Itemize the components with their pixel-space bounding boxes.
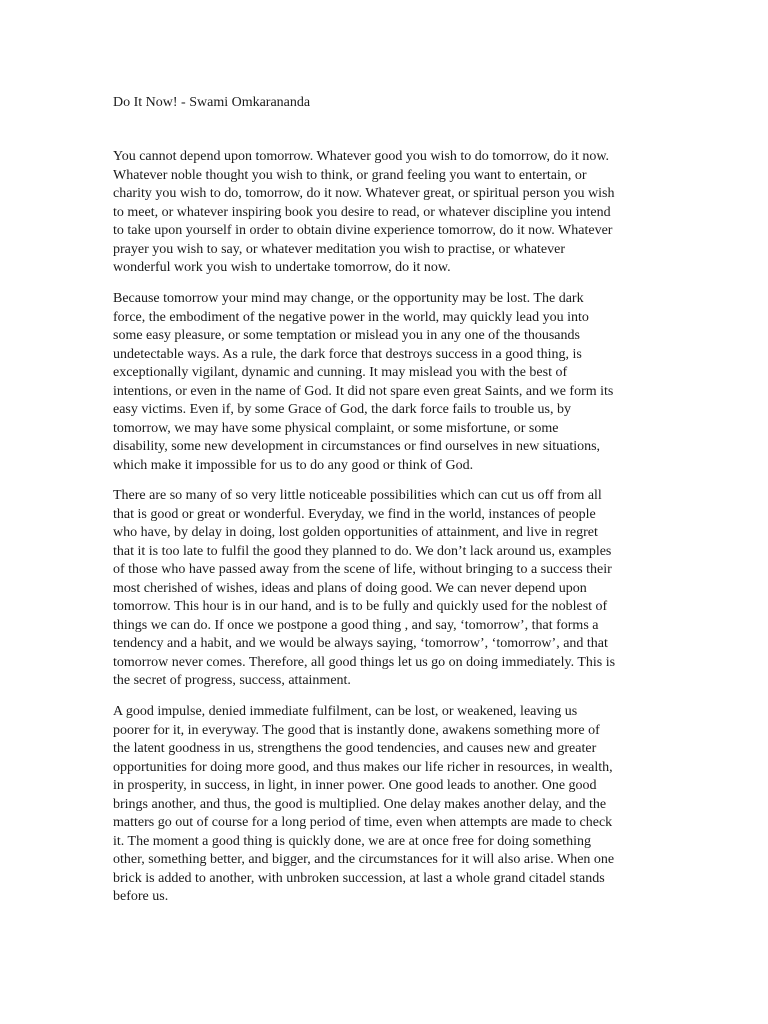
paragraph-line: There are so many of so very little noticeable possibilities which can cut us off from all (113, 488, 602, 503)
paragraph-line: some easy pleasure, or some temptation or mislead you in any one of the thousands (113, 328, 580, 343)
paragraph-line: the secret of progress, success, attainment. (113, 673, 351, 688)
document-title: Do It Now! - Swami Omkarananda (113, 95, 311, 110)
paragraph-line: other, something better, and bigger, and the circumstances for it will also arise. When one (113, 852, 615, 867)
paragraph-1 (113, 148, 658, 278)
paragraph-line: which make it impossible for us to do any good or think of God. (113, 457, 474, 473)
paragraph-line: intentions, or even in the name of God. It did not spare even great Saints, and we form its (113, 383, 614, 399)
paragraph-line: easy victims. Even if, by some Grace of God, the dark force fails to trouble us, by (113, 402, 571, 417)
paragraph-line: most cherished of wishes, ideas and plans of doing good. We can never depend upon (113, 580, 587, 596)
paragraph-line: that is good or great or wonderful. Everyday, we find in the world, instances of people (113, 506, 596, 522)
paragraph-line: to take upon yourself in order to obtain divine experience tomorrow, do it now. Whatever (113, 223, 613, 238)
paragraph-line: to meet, or whatever inspiring book you desire to read, or whatever discipline you intend (113, 204, 611, 220)
paragraph-line: You cannot depend upon tomorrow. Whatever good you wish to do tomorrow, do it now. (113, 149, 610, 164)
paragraph-line: tomorrow. This hour is in our hand, and is to be fully and quickly used for the noblest of (113, 599, 608, 614)
paragraph-line: A good impulse, denied immediate fulfilment, can be lost, or weakened, leaving us (113, 704, 578, 719)
paragraph-4 (113, 703, 658, 907)
paragraph-line: of those who have passed away from the scene of life, without bringing to a success their (113, 562, 612, 577)
paragraph-line: tendency and a habit, and we would be always saying, ‘tomorrow’, ‘tomorrow’, and that (113, 636, 608, 651)
paragraph-line: brick is added to another, with unbroken succession, at last a whole grand citadel stands (113, 870, 605, 886)
paragraph-line: in prosperity, in success, in light, in inner power. One good leads to another. One good (113, 778, 597, 793)
paragraph-line: that it is too late to fulfil the good they planned to do. We don’t lack around us, examples (113, 543, 612, 559)
paragraph-line: disability, some new development in circumstances or find ourselves in new situations, (113, 439, 601, 454)
paragraph-line: tomorrow never comes. Therefore, all good things let us go on doing immediately. This is (113, 654, 616, 670)
paragraph-line: Because tomorrow your mind may change, or the opportunity may be lost. The dark (113, 291, 584, 306)
paragraph-line: it. The moment a good thing is quickly done, we are at once free for doing something (113, 833, 591, 849)
paragraph-line: opportunities for doing more good, and thus makes our life richer in resources, in wealth, (113, 759, 613, 775)
paragraph-line: poorer for it, in everyway. The good that is instantly done, awakens something more of (113, 722, 600, 738)
paragraph-line: who have, by delay in doing, lost golden opportunities of attainment, and live in regret (113, 525, 598, 540)
paragraph-line: tomorrow, we may have some physical complaint, or some misfortune, or some (113, 420, 559, 436)
paragraph-line: things we can do. If once we postpone a good thing , and say, ‘tomorrow’, that forms a (113, 617, 599, 633)
paragraph-line: wonderful work you wish to undertake tomorrow, do it now. (113, 260, 451, 275)
paragraph-line: undetectable ways. As a rule, the dark force that destroys success in a good thing, is (113, 346, 582, 362)
paragraph-line: Whatever noble thought you wish to think, or grand feeling you want to entertain, or (113, 167, 587, 183)
paragraph-line: exceptionally vigilant, dynamic and cunning. It may mislead you with the best of (113, 365, 568, 380)
paragraph-line: before us. (113, 889, 169, 904)
paragraph-3 (113, 487, 658, 691)
paragraph-line: brings another, and thus, the good is multiplied. One delay makes another delay, and the (113, 796, 607, 812)
paragraph-line: the latent goodness in us, strengthens the good tendencies, and causes new and greater (113, 741, 597, 756)
paragraph-line: charity you wish to do, tomorrow, do it now. Whatever great, or spiritual person you wish (113, 186, 615, 201)
paragraph-line: prayer you wish to say, or whatever meditation you wish to practise, or whatever (113, 241, 566, 257)
paragraph-line: matters go out of course for a long period of time, even when attempts are made to check (113, 815, 613, 830)
paragraph-2 (113, 290, 658, 475)
paragraph-line: force, the embodiment of the negative power in the world, may quickly lead you into (113, 309, 589, 325)
